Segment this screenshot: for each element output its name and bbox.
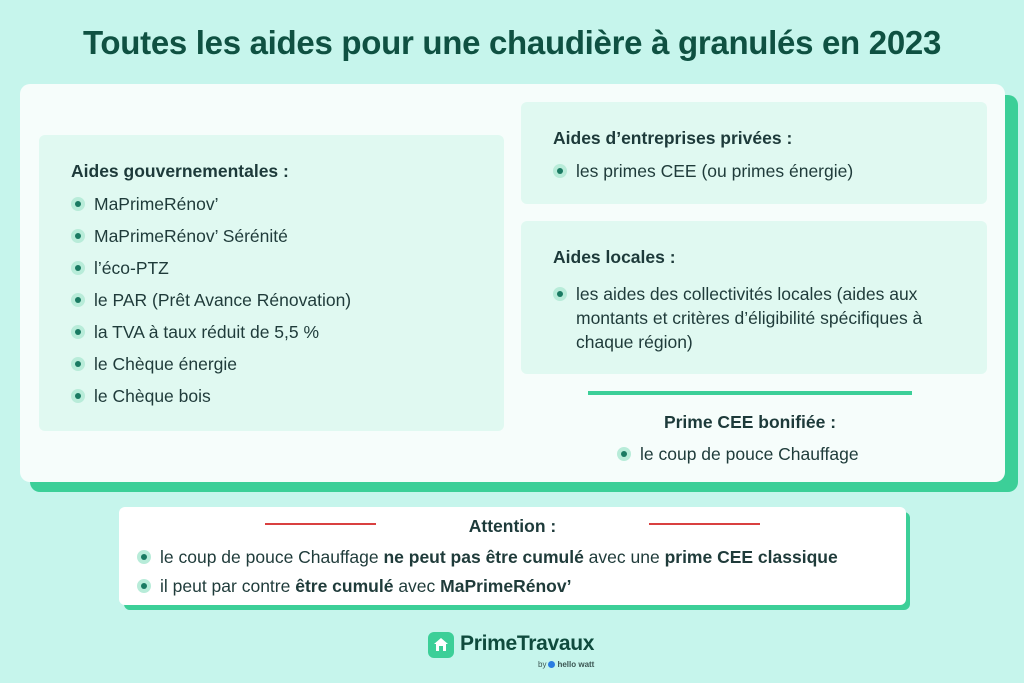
list-item: MaPrimeRénov’ — [71, 192, 472, 216]
list-item: la TVA à taux réduit de 5,5 % — [71, 320, 472, 344]
bullet-icon — [71, 325, 85, 339]
logo-name: PrimeTravaux — [460, 632, 595, 655]
bonus-list — [617, 442, 917, 466]
bullet-icon — [71, 357, 85, 371]
bonus-divider — [588, 391, 912, 395]
private-aids-panel — [521, 102, 987, 204]
primetravaux-logo — [428, 630, 608, 674]
local-aids-heading: Aides locales : — [553, 247, 676, 267]
attention-heading: Attention : — [468, 516, 557, 536]
bullet-icon — [71, 389, 85, 403]
logo-byline: by hello watt — [538, 660, 595, 669]
list-item: MaPrimeRénov’ Sérénité — [71, 224, 472, 248]
bullet-icon — [71, 261, 85, 275]
page-title: Toutes les aides pour une chaudière à granulés en 2023 — [83, 24, 941, 61]
list-item: le coup de pouce Chauffage — [617, 442, 917, 466]
local-aids-panel — [521, 221, 987, 374]
attention-list — [137, 545, 897, 603]
government-aids-panel — [39, 135, 504, 431]
bullet-icon — [71, 229, 85, 243]
bullet-icon — [137, 550, 151, 564]
hello-watt-icon — [548, 661, 555, 668]
list-item: il peut par contre être cumulé avec MaPrimeRénov’ — [137, 574, 897, 598]
government-aids-heading: Aides gouvernementales : — [71, 161, 289, 181]
bullet-icon — [553, 164, 567, 178]
list-item: l’éco-PTZ — [71, 256, 472, 280]
bullet-icon — [71, 293, 85, 307]
private-aids-heading: Aides d’entreprises privées : — [553, 128, 793, 148]
bonus-heading: Prime CEE bonifiée : — [663, 412, 837, 432]
bullet-icon — [71, 197, 85, 211]
list-item: le coup de pouce Chauffage ne peut pas être cumulé avec une prime CEE classique — [137, 545, 897, 569]
bullet-icon — [137, 579, 151, 593]
list-item: le PAR (Prêt Avance Rénovation) — [71, 288, 472, 312]
bullet-icon — [617, 447, 631, 461]
house-icon — [428, 632, 454, 658]
list-item: le Chèque bois — [71, 384, 472, 408]
bullet-icon — [553, 287, 567, 301]
list-item: le Chèque énergie — [71, 352, 472, 376]
list-item: les primes CEE (ou primes énergie) — [553, 159, 955, 183]
list-item: les aides des collectivités locales (aides aux montants et critères d’éligibilité spécifiques à chaque région) — [553, 282, 955, 354]
